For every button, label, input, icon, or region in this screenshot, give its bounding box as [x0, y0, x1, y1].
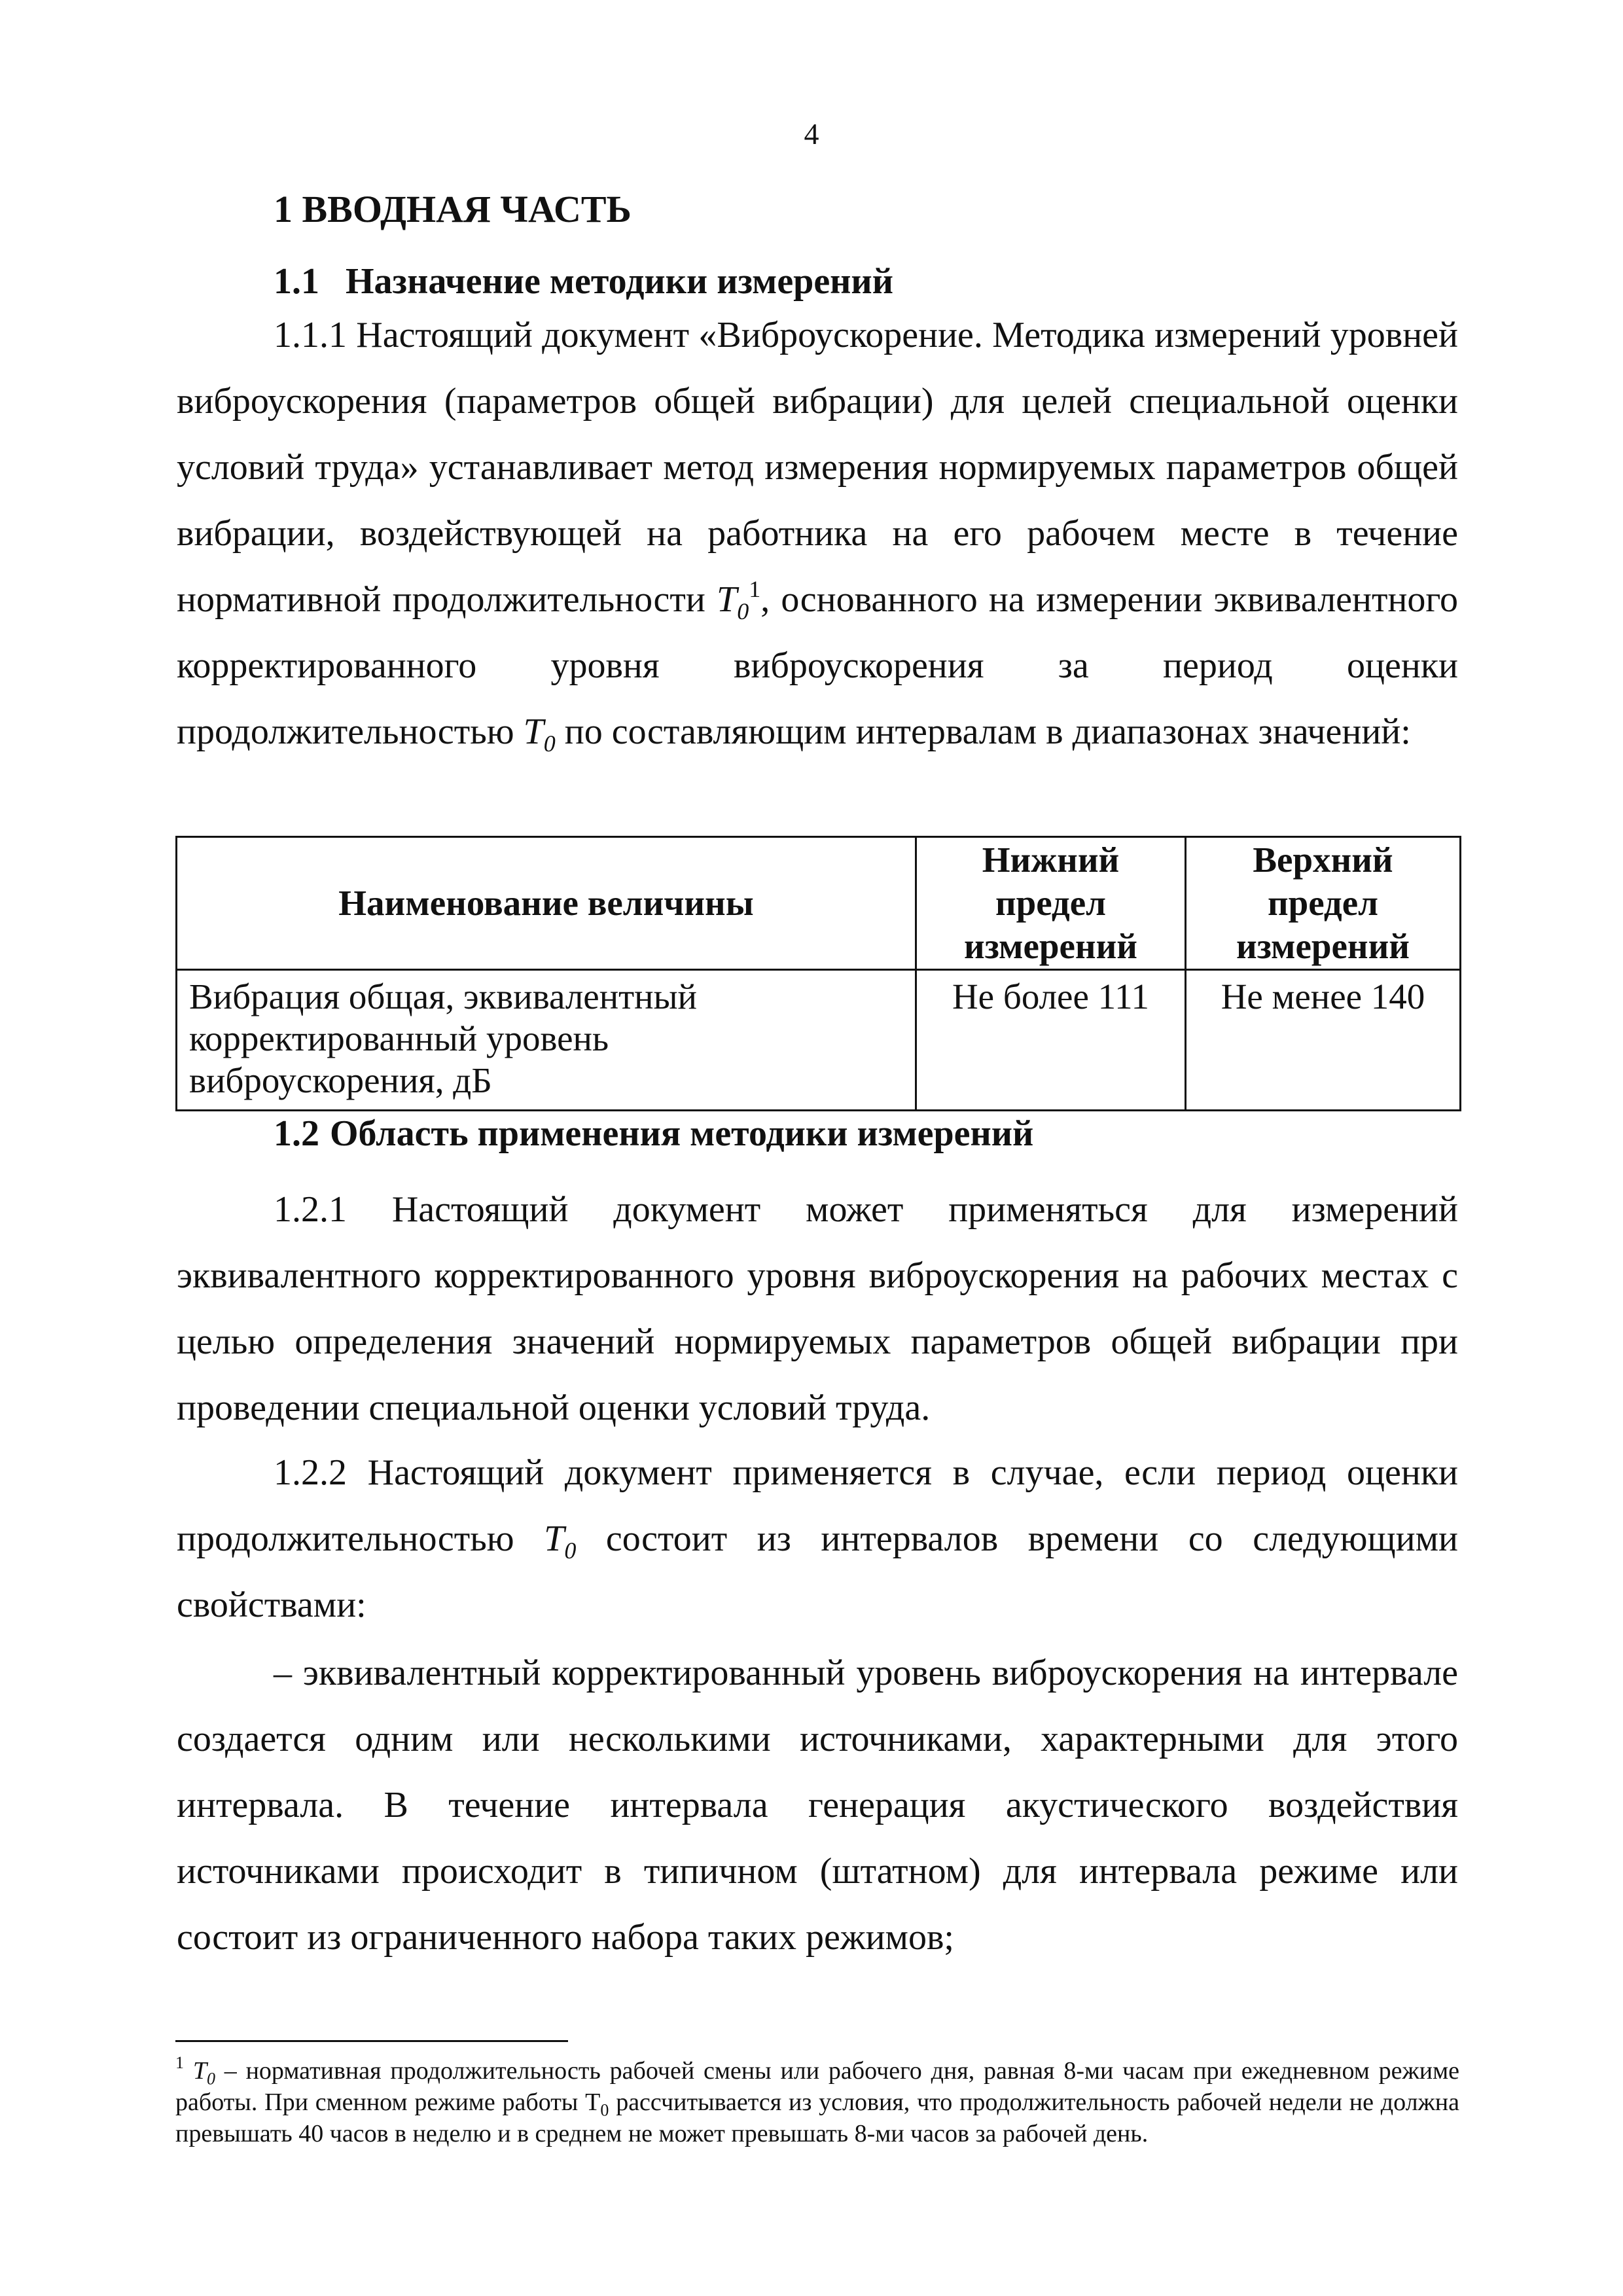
subsection-number: 1.1: [274, 261, 319, 302]
paragraph-1-1-1: [177, 302, 1458, 765]
paragraph-text: , основанного на измерении эквивалентного корректированного уровня виброускорения за период оценки продолжительностью: [177, 579, 1459, 752]
table-header-cell: Наименование величины: [177, 837, 916, 970]
footnote: [175, 2055, 1459, 2149]
symbol-t0: $T_0$: [523, 711, 556, 757]
table-row: [177, 970, 1461, 1111]
symbol-t0: $T_0$: [585, 2089, 609, 2120]
paragraph-1-2-2: [177, 1440, 1458, 1638]
table-cell: Вибрация общая, эквивалентный корректированный уровень виброускорения, дБ: [177, 970, 916, 1111]
measurement-range-table: [175, 836, 1461, 1111]
paragraph-text: состоит из интервалов времени со следующими свойствами:: [177, 1518, 1458, 1625]
table-header-cell: Нижний предел измерений: [916, 837, 1186, 970]
footnote-marker: 1: [175, 2053, 184, 2072]
paragraph-text: по составляющим интервалам в диапазонах значений:: [564, 711, 1411, 752]
page-number: 4: [804, 117, 819, 151]
footnote-reference: 1: [749, 576, 761, 602]
subsection-number: 1.2: [274, 1113, 319, 1154]
paragraph-text: 1.1.1 Настоящий документ «Виброускорение. Методика измерений уровней виброускорения (параметров общей вибрации) для целей специальной оценки условий труда» устанавливает метод измерения нормируемых параметров общей вибрации, воздействующей на работника на его рабочем месте в течение нормативной продолжительности: [177, 315, 1458, 620]
footnote-text: – нормативная продолжительность рабочей смены или рабочего дня, равная 8-ми часам при ежедневном режиме работы. При сменном режиме работы: [175, 2057, 1459, 2116]
table-cell: Не менее 140: [1186, 970, 1461, 1111]
footnote-separator: [175, 2040, 568, 2042]
section-heading-introduction: 1 ВВОДНАЯ ЧАСТЬ: [274, 188, 632, 230]
paragraph-text: 1.2.2 Настоящий документ применяется в случае, если период оценки продолжительностью: [177, 1452, 1458, 1559]
list-item: – эквивалентный корректированный уровень виброускорения на интервале создается одним или несколькими источниками, характерными для этого интервала. В течение интервала генерация акустического воздействия источниками происходит в типичном (штатном) для интервала режиме или состоит из ограниченного набора таких режимов;: [177, 1653, 1458, 1958]
subsection-heading-purpose: [274, 260, 893, 302]
symbol-t0: $T_0$: [544, 1518, 577, 1564]
symbol-t0: $T_0$: [717, 579, 749, 625]
subsection-title: Область применения методики измерений: [330, 1113, 1034, 1154]
table-header-cell: Верхний предел измерений: [1186, 837, 1461, 970]
subsection-heading-scope: [274, 1113, 1033, 1155]
symbol-t0: $T_0$: [192, 2057, 215, 2089]
table-header-row: [177, 837, 1461, 970]
subsection-title: Назначение методики измерений: [346, 261, 893, 302]
table-cell: Не более 111: [916, 970, 1186, 1111]
paragraph-1-2-1: 1.2.1 Настоящий документ может применяться для измерений эквивалентного корректированного уровня виброускорения на рабочих местах с целью определения значений нормируемых параметров общей вибрации при проведении специальной оценки условий труда.: [177, 1189, 1458, 1428]
footnote-text: рассчитывается из условия, что продолжительность рабочей недели не должна превышать 40 часов в неделю и в среднем не может превышать 8-ми часов за рабочей день.: [175, 2089, 1459, 2147]
